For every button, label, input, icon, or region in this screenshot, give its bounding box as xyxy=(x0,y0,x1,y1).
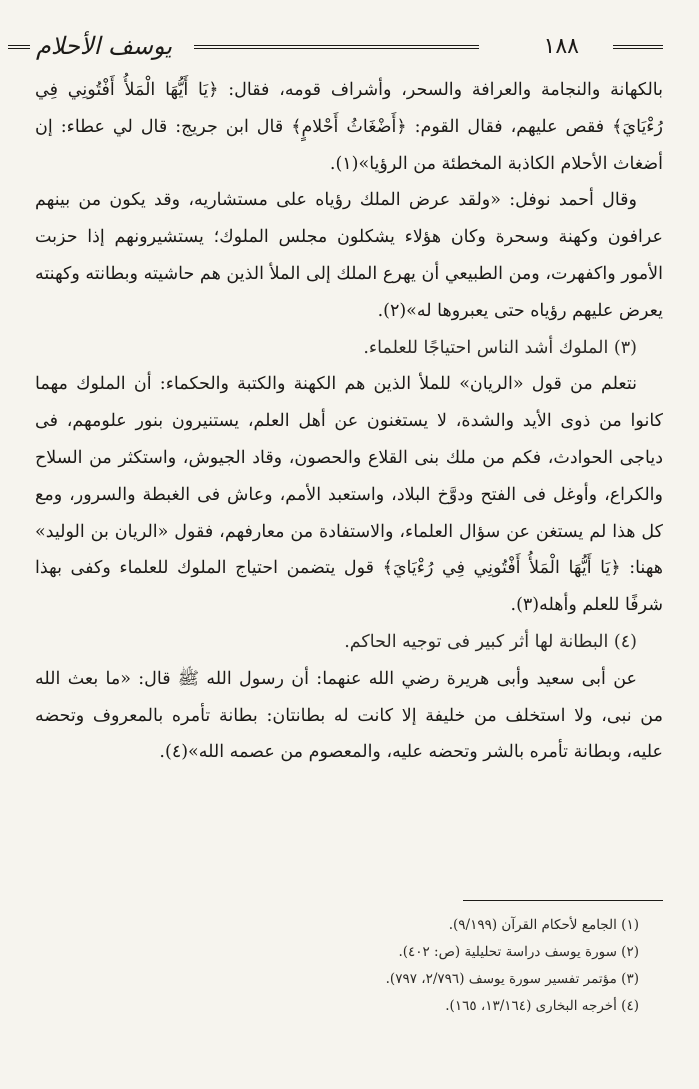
paragraph: عن أبى سعيد وأبى هريرة رضي الله عنهما: أن رسول الله ﷺ قال: «ما بعث الله من نبى، ولا استخلف من خليفة إلا كانت له بطانتان: بطانة تأمره بالمعروف وتحضه عليه، وبطانة تأمره بالشر وتحضه عليه، والمعصوم من عصمه الله»(٤). xyxy=(35,668,663,763)
section-heading: (٣) الملوك أشد الناس احتياجًا للعلماء. xyxy=(363,337,637,358)
header-rule xyxy=(8,45,30,49)
paragraph: بالكهانة والنجامة والعرافة والسحر، وأشراف قومه، فقال: ﴿يَا أَيُّهَا الْمَلأُ أَفْتُونِي فِي رُءْيَايَ﴾ فقص عليهم، فقال القوم: ﴿أَضْغَاثُ أَحْلامٍ﴾ قال ابن جريج: قال لي عطاء: إن أضغاث الأحلام الكاذبة المخطئة من الرؤيا»(١). xyxy=(35,80,663,174)
book-title: يوسف الأحلام xyxy=(36,32,173,60)
footnote-rule xyxy=(463,900,663,901)
header-rule xyxy=(194,45,479,49)
footnotes xyxy=(39,912,639,1020)
footnote: (١) الجامع لأحكام القرآن (٩/١٩٩). xyxy=(448,917,639,933)
body-text xyxy=(35,72,663,771)
footnote: (٣) مؤتمر تفسير سورة يوسف (٢/٧٩٦، ٧٩٧). xyxy=(385,971,639,987)
footnote: (٢) سورة يوسف دراسة تحليلية (ص: ٤٠٢). xyxy=(398,944,639,960)
footnote: (٤) أخرجه البخارى (١٣/١٦٤، ١٦٥). xyxy=(445,998,639,1014)
section-heading: (٤) البطانة لها أثر كبير فى توجيه الحاكم. xyxy=(344,631,637,652)
paragraph: وقال أحمد نوفل: «ولقد عرض الملك رؤياه على مستشاريه، وقد يكون من بينهم عرافون وكهنة وسحرة وكان هؤلاء يشكلون مجلس الملوك؛ يستشيرونهم إذا حزبت الأمور واكفهرت، ومن الطبيعي أن يهرع الملك إلى الملأ الذين هم حاشيته وبطانته وكهنته يعرض عليهم رؤياه حتى يعبروها له»(٢). xyxy=(35,190,663,321)
header-rule xyxy=(613,45,663,49)
page-number: ١٨٨ xyxy=(543,34,579,59)
paragraph: نتعلم من قول «الريان» للملأ الذين هم الكهنة والكتبة والحكماء: أن الملوك مهما كانوا من ذوى الأيد والشدة، لا يستغنون عن أهل العلم، يستنيرون بنور علومهم، فى دياجى الحوادث، فكم من ملك بنى القلاع والحصون، وقاد الجيوش، واستكثر من السلاح والكراع، وأوغل فى الفتح ودوَّخ البلاد، واستعبد الأمم، وعاش فى الغبطة والسرور، ومع كل هذا لم يستغن عن سؤال العلماء، والاستفادة من معارفهم، فقول «الريان بن الوليد» ههنا: ﴿يَا أَيُّهَا الْمَلأُ أَفْتُونِي فِي رُءْيَايَ﴾ قول يتضمن احتياج الملوك للعلماء وكفى بهذا شرفًا للعلم وأهله(٣). xyxy=(35,374,663,616)
page-header xyxy=(0,32,699,64)
